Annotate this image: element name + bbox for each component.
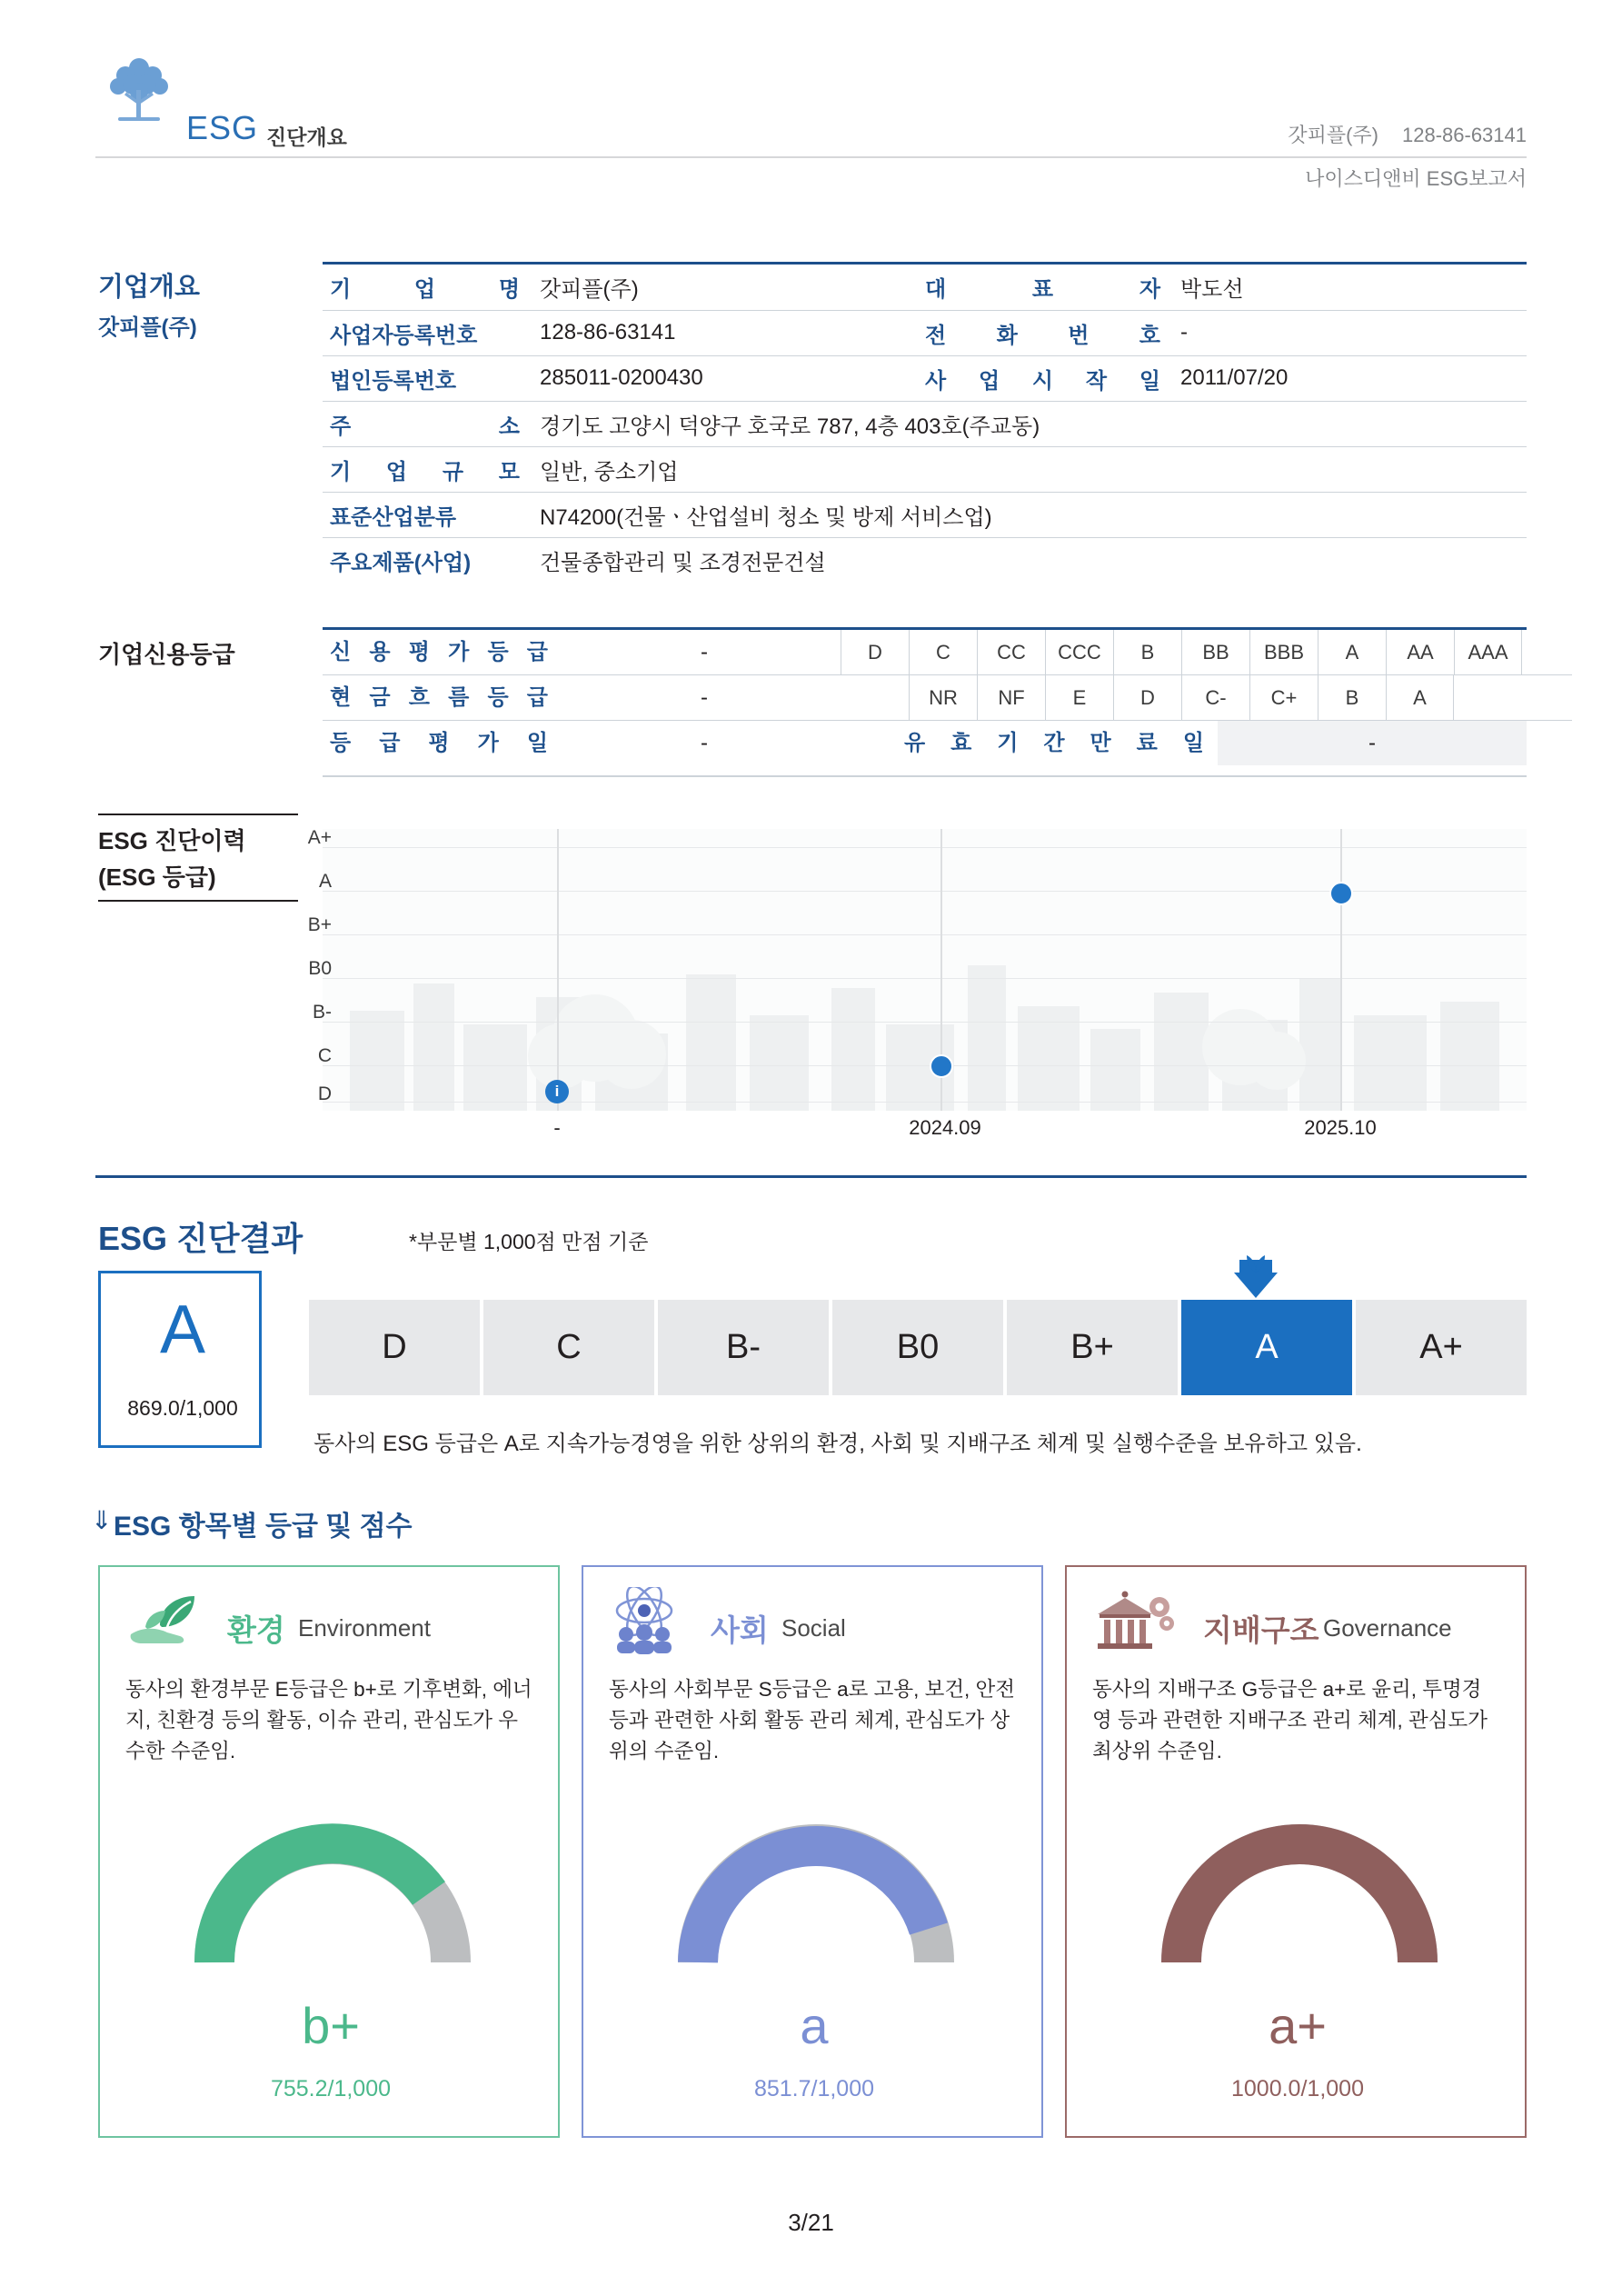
company-key: 주 소: [323, 401, 527, 446]
gridline: [323, 1022, 1527, 1023]
gridline: [323, 934, 1527, 935]
company-value: -: [1168, 310, 1527, 355]
company-key: 사 업 시 작 일: [918, 355, 1168, 401]
grade-scale-cell-bplus[interactable]: B+: [1007, 1300, 1178, 1395]
company-value: 박도선: [1168, 265, 1527, 310]
governance-icon: [1087, 1587, 1178, 1655]
grade-cell: AA: [1386, 630, 1454, 675]
grade-scale-cell-a[interactable]: A: [1181, 1300, 1352, 1395]
y-tick-label: A: [318, 871, 332, 892]
environment-gauge: [187, 1817, 478, 1976]
grade-cell: NF: [977, 675, 1045, 721]
environment-title-en: Environment: [298, 1614, 431, 1642]
grade-cell: BBB: [1249, 630, 1318, 675]
environment-icon: [120, 1587, 202, 1655]
company-key: 사업자등록번호: [323, 310, 527, 355]
history-label-bottomline: [98, 900, 298, 902]
social-title-ko: 사회: [711, 1613, 769, 1647]
grade-cell: B: [1113, 630, 1181, 675]
result-section-topline: [95, 1175, 1527, 1178]
credit-value-expiry: -: [1368, 731, 1376, 755]
company-value: N74200(건물ㆍ산업설비 청소 및 방제 서비스업): [527, 492, 1527, 537]
grade-scale-cell-c[interactable]: C: [483, 1300, 654, 1395]
grade-cell: CC: [977, 630, 1045, 675]
result-title: ESG 진단결과: [98, 1220, 304, 1257]
table-row: [323, 537, 1527, 583]
card-environment: [98, 1565, 560, 2138]
gridline: [323, 1065, 1527, 1066]
header-biznum: 128-86-63141: [1401, 124, 1527, 146]
grade-scale-cell-bminus[interactable]: B-: [658, 1300, 829, 1395]
social-icon: [603, 1587, 685, 1655]
environment-description: 동사의 환경부문 E등급은 b+로 기후변화, 에너지, 친환경 등의 활동, 이슈 관리, 관심도가 우수한 수준임.: [125, 1678, 532, 1762]
tree-icon: [98, 50, 180, 132]
cashflow-grade-scale: [909, 675, 1454, 721]
table-row: [323, 310, 1527, 355]
grade-cell: C+: [1249, 675, 1318, 721]
credit-table-bottomline: [323, 775, 1527, 777]
company-value: 일반, 중소기업: [527, 446, 1527, 492]
table-row: [323, 446, 1527, 492]
gridline: [323, 1102, 1527, 1103]
company-value: 285011-0200430: [527, 355, 918, 401]
company-key: 주요제품(사업): [330, 550, 472, 575]
grade-cell: A: [1318, 630, 1386, 675]
company-key: 표준산업분류: [323, 492, 527, 537]
credit-grade-scale: [841, 630, 1522, 675]
history-section-sublabel: (ESG 등급): [98, 863, 216, 891]
credit-table: [323, 630, 1527, 775]
data-point-2024: [930, 1054, 953, 1078]
credit-row-date: [323, 721, 1572, 766]
header-report-name: 나이스디앤비 ESG보고서: [1305, 167, 1527, 190]
header-divider: [95, 156, 1527, 158]
table-row: [323, 265, 1527, 310]
gridline: [323, 847, 1527, 848]
governance-title-ko: 지배구조: [1203, 1613, 1319, 1647]
credit-section-label: 기업신용등급: [98, 641, 235, 668]
y-tick-label: D: [317, 1083, 332, 1104]
overall-score: 869.0/1,000: [127, 1396, 238, 1420]
result-description: 동사의 ESG 등급은 A로 지속가능경영을 위한 상위의 환경, 사회 및 지배구조 체계 및 실행수준을 보유하고 있음.: [313, 1432, 1362, 1456]
governance-description: 동사의 지배구조 G등급은 a+로 윤리, 투명경영 등과 관련한 지배구조 관리 체계, 관심도가 최상위 수준임.: [1092, 1678, 1488, 1762]
company-table: [323, 265, 1527, 583]
header-company-info: [1288, 120, 1527, 148]
company-section-sublabel: 갓피플(주): [98, 315, 197, 340]
grade-scale-cell-b0[interactable]: B0: [832, 1300, 1003, 1395]
axis-vline: [1340, 829, 1342, 1111]
grade-cell: A: [1386, 675, 1454, 721]
company-value: 갓피플(주): [527, 265, 918, 310]
y-tick-label: B-: [313, 1002, 332, 1023]
card-governance: [1065, 1565, 1527, 2138]
grade-scale: [309, 1300, 1530, 1395]
credit-row-rating: [323, 630, 1572, 675]
sprout-marker-icon: [1229, 1253, 1283, 1298]
company-section-label: 기업개요: [98, 273, 201, 302]
history-label-topline: [98, 814, 298, 815]
social-score: 851.7/1,000: [753, 2076, 875, 2101]
social-title-en: Social: [781, 1614, 846, 1642]
credit-key: 등 급 평 가 일: [330, 731, 548, 755]
governance-score: 1000.0/1,000: [1231, 2076, 1364, 2101]
result-note: *부문별 1,000점 만점 기준: [409, 1230, 649, 1253]
y-tick-label: A+: [307, 827, 332, 848]
grade-cell: AAA: [1454, 630, 1522, 675]
chart-info-dot[interactable]: i: [545, 1080, 569, 1103]
table-row: [323, 401, 1527, 446]
environment-grade: b+: [302, 1997, 360, 2054]
governance-title-en: Governance: [1323, 1614, 1452, 1642]
overall-grade: A: [159, 1291, 206, 1367]
company-key: 기 업 규 모: [323, 446, 527, 492]
company-value: 2011/07/20: [1168, 355, 1527, 401]
governance-grade: a+: [1269, 1997, 1327, 2054]
company-key: 전 화 번 호: [918, 310, 1168, 355]
page-header: [0, 0, 1622, 190]
esg-history-chart: [323, 829, 1527, 1111]
grade-cell: D: [1113, 675, 1181, 721]
social-gauge: [671, 1817, 961, 1976]
gridline: [323, 978, 1527, 979]
grade-cell: D: [841, 630, 909, 675]
table-row: [323, 492, 1527, 537]
company-key: 기 업 명: [323, 265, 527, 310]
grade-cell: NR: [909, 675, 977, 721]
credit-value: -: [701, 731, 708, 755]
credit-key: 신 용 평 가 등 급: [330, 640, 548, 664]
y-tick-label: C: [317, 1045, 332, 1066]
y-tick-label: B0: [308, 958, 332, 979]
environment-title-ko: 환경: [227, 1613, 285, 1647]
grade-cell: BB: [1181, 630, 1249, 675]
data-point-2025: [1329, 882, 1353, 905]
grade-cell: C-: [1181, 675, 1249, 721]
grade-cell: E: [1045, 675, 1113, 721]
company-value: 건물종합관리 및 조경전문건설: [540, 550, 826, 575]
header-subtitle: 진단개요: [266, 125, 347, 149]
grade-scale-cell-d[interactable]: D: [309, 1300, 480, 1395]
credit-value: -: [701, 685, 708, 710]
credit-key-expiry: 유 효 기 간 만 료 일: [904, 731, 1204, 755]
grade-cell: B: [1318, 675, 1386, 721]
arrow-down-icon: ⇓: [91, 1506, 113, 1534]
history-section-label: ESG 진단이력: [98, 827, 246, 854]
card-social: [582, 1565, 1043, 2138]
company-value: 128-86-63141: [527, 310, 918, 355]
y-tick-label: B+: [307, 914, 332, 935]
environment-score: 755.2/1,000: [270, 2076, 392, 2101]
page-number: 3/21: [788, 2209, 834, 2236]
company-key: 법인등록번호: [323, 355, 527, 401]
items-title: ESG 항목별 등급 및 점수: [114, 1512, 413, 1542]
x-tick-label: 2024.09: [909, 1116, 981, 1139]
grade-scale-cell-aplus[interactable]: A+: [1356, 1300, 1527, 1395]
header-title: ESG: [186, 109, 259, 146]
axis-vline: [557, 829, 559, 1111]
company-key: 대 표 자: [918, 265, 1168, 310]
company-value: 경기도 고양시 덕양구 호국로 787, 4층 403호(주교동): [527, 401, 1527, 446]
table-row: [323, 355, 1527, 401]
x-tick-label: 2025.10: [1304, 1116, 1377, 1139]
credit-key: 현 금 흐 름 등 급: [330, 685, 548, 710]
social-description: 동사의 사회부문 S등급은 a로 고용, 보건, 안전 등과 관련한 사회 활동 관리 체계, 관심도가 상위의 수준임.: [609, 1678, 1016, 1762]
credit-row-cashflow: [323, 675, 1572, 721]
governance-gauge: [1154, 1817, 1445, 1976]
social-grade: a: [800, 1997, 829, 2054]
credit-value: -: [701, 640, 708, 664]
overall-grade-box: [98, 1271, 262, 1448]
x-tick-label: -: [553, 1116, 561, 1139]
city-skyline-background: [323, 829, 1527, 1111]
grade-cell: CCC: [1045, 630, 1113, 675]
header-company-name: 갓피플(주): [1288, 124, 1378, 146]
grade-cell: C: [909, 630, 977, 675]
